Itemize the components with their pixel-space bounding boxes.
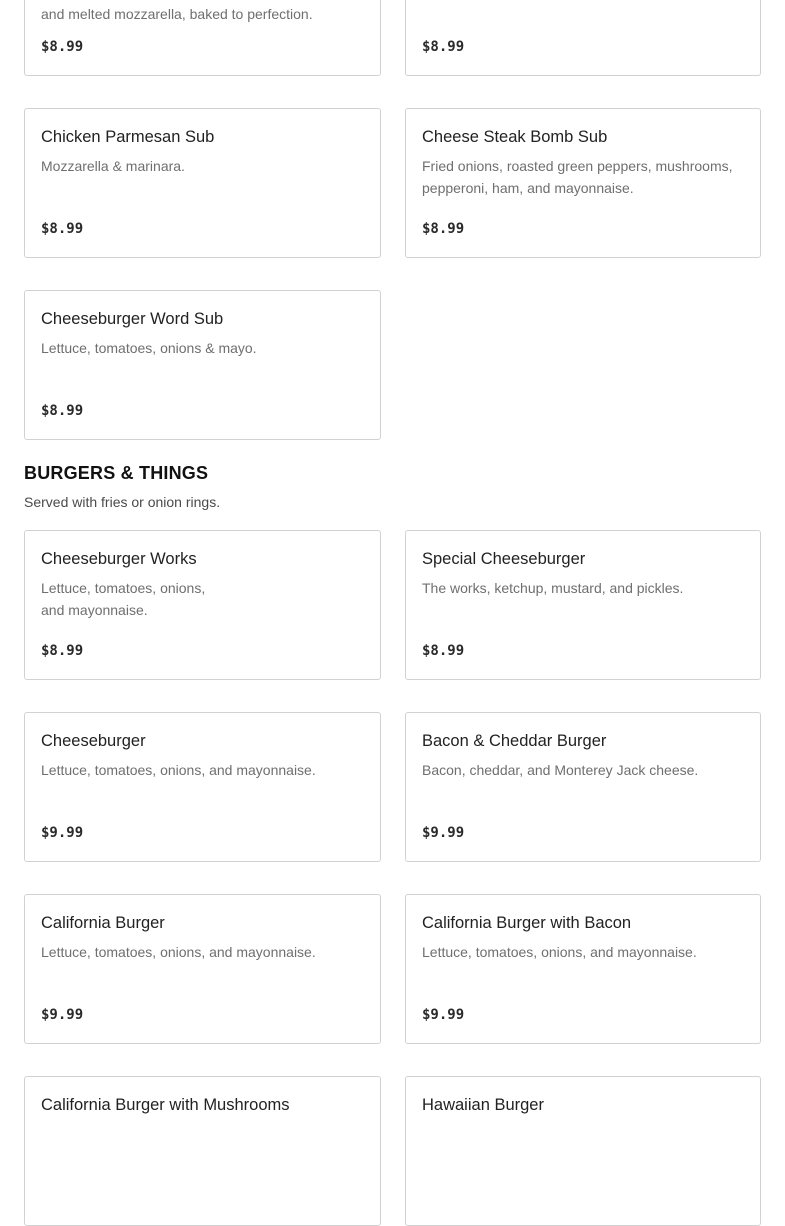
- menu-item-price: $9.99: [41, 825, 84, 841]
- menu-item-description: Mozzarella & marinara.: [41, 158, 185, 174]
- menu-item-price: $8.99: [41, 403, 84, 419]
- menu-item-price: $8.99: [422, 39, 465, 55]
- menu-item-name: Cheeseburger Word Sub: [41, 310, 224, 328]
- menu-item-card[interactable]: [24, 1076, 381, 1226]
- menu-item-name: Special Cheeseburger: [422, 550, 586, 568]
- menu-item-name: Cheeseburger Works: [41, 550, 197, 568]
- section-title: BURGERS & THINGS: [24, 463, 209, 483]
- menu-item-description: Lettuce, tomatoes, onions, and mayonnaise.: [41, 762, 316, 778]
- menu-item-description: Lettuce, tomatoes, onions & mayo.: [41, 340, 257, 356]
- menu-item-name: California Burger with Mushrooms: [41, 1096, 290, 1114]
- menu-item-card[interactable]: [24, 712, 381, 862]
- menu-item-price: $8.99: [41, 643, 84, 659]
- menu-item-name: California Burger: [41, 914, 165, 932]
- menu-item-name: Cheese Steak Bomb Sub: [422, 128, 608, 146]
- menu-item-name: California Burger with Bacon: [422, 914, 632, 932]
- menu-item-description: [41, 577, 366, 621]
- menu-item-name: Cheeseburger: [41, 732, 146, 750]
- menu-item-card[interactable]: [405, 1076, 761, 1226]
- menu-item-price: $9.99: [422, 825, 465, 841]
- menu-item-card[interactable]: [405, 530, 761, 680]
- menu-item-card[interactable]: [405, 108, 761, 258]
- menu-item-name: Hawaiian Burger: [422, 1096, 544, 1114]
- menu-item-card[interactable]: [24, 108, 381, 258]
- menu-item-price: $8.99: [422, 221, 465, 237]
- menu-item-card[interactable]: [24, 290, 381, 440]
- menu-item-description: Lettuce, tomatoes, onions, and mayonnaise.: [41, 944, 316, 960]
- menu-item-name: Bacon & Cheddar Burger: [422, 732, 607, 750]
- menu-item-card[interactable]: [24, 894, 381, 1044]
- menu-item-card[interactable]: [405, 894, 761, 1044]
- menu-item-price: $8.99: [422, 643, 465, 659]
- menu-item-description: Bacon, cheddar, and Monterey Jack cheese.: [422, 762, 699, 778]
- menu-item-description: and melted mozzarella, baked to perfection.: [41, 6, 313, 22]
- menu-item-description-line: and mayonnaise.: [41, 602, 148, 618]
- menu-item-card[interactable]: [405, 0, 761, 76]
- menu-item-price: $8.99: [41, 221, 84, 237]
- menu-item-price: $9.99: [422, 1007, 465, 1023]
- menu-item-price: $9.99: [41, 1007, 84, 1023]
- menu-item-card[interactable]: [405, 712, 761, 862]
- menu-item-description: Fried onions, roasted green peppers, mushrooms, pepperoni, ham, and mayonnaise.: [422, 158, 733, 196]
- menu-item-card[interactable]: [24, 530, 381, 680]
- menu-item-name: Chicken Parmesan Sub: [41, 128, 215, 146]
- menu-item-description-line: Lettuce, tomatoes, onions,: [41, 580, 206, 596]
- section-description: Served with fries or onion rings.: [24, 494, 221, 510]
- menu-item-description: Lettuce, tomatoes, onions, and mayonnaise.: [422, 944, 697, 960]
- menu-item-price: $8.99: [41, 39, 84, 55]
- menu-item-description: The works, ketchup, mustard, and pickles.: [422, 580, 684, 596]
- menu-item-card[interactable]: [24, 0, 381, 76]
